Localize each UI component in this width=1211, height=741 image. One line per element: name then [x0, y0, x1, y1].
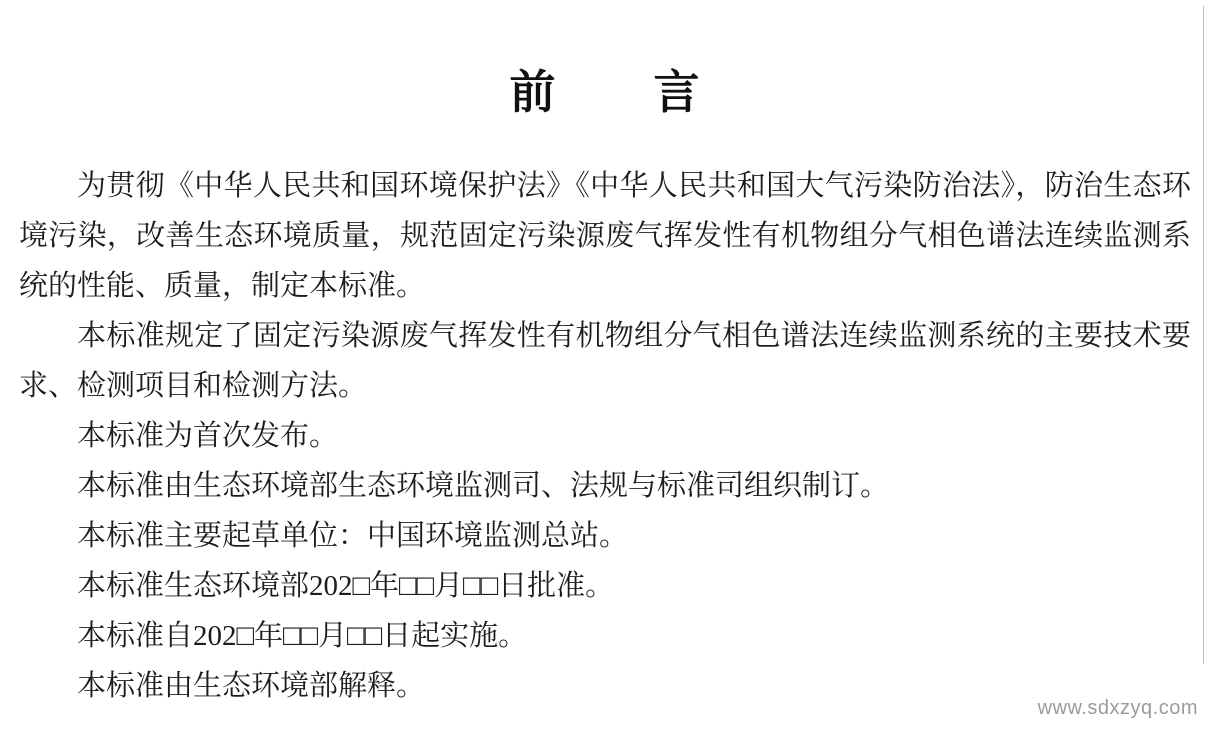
- paragraph-drafting-unit: 本标准主要起草单位：中国环境监测总站。: [77, 520, 629, 552]
- watermark: www.sdxzyq.com: [1037, 697, 1198, 719]
- page-title: 前 言: [509, 66, 702, 118]
- paragraph-implementation-date: 本标准自202□年□□月□□日起实施。: [77, 620, 528, 652]
- paragraph-organizer: 本标准由生态环境部生态环境监测司、法规与标准司组织制订。: [77, 470, 890, 502]
- paragraph-interpretation: 本标准由生态环境部解释。: [77, 670, 426, 702]
- foreword-body: [0, 161, 1211, 711]
- paragraph-approval-date: 本标准生态环境部202□年□□月□□日批准。: [77, 570, 615, 602]
- paragraph-scope: 本标准规定了固定污染源废气挥发性有机物组分气相色谱法连续监测系统的主要技术要求、检测项目和检测方法。: [19, 320, 1191, 402]
- page-edge-line: [1203, 6, 1204, 664]
- paragraph-purpose: 为贯彻《中华人民共和国环境保护法》《中华人民共和国大气污染防治法》，防治生态环境污染，改善生态环境质量，规范固定污染源废气挥发性有机物组分气相色谱法连续监测系统的性能、质量，制定本标准。: [19, 170, 1191, 302]
- paragraph-first-release: 本标准为首次发布。: [77, 420, 339, 452]
